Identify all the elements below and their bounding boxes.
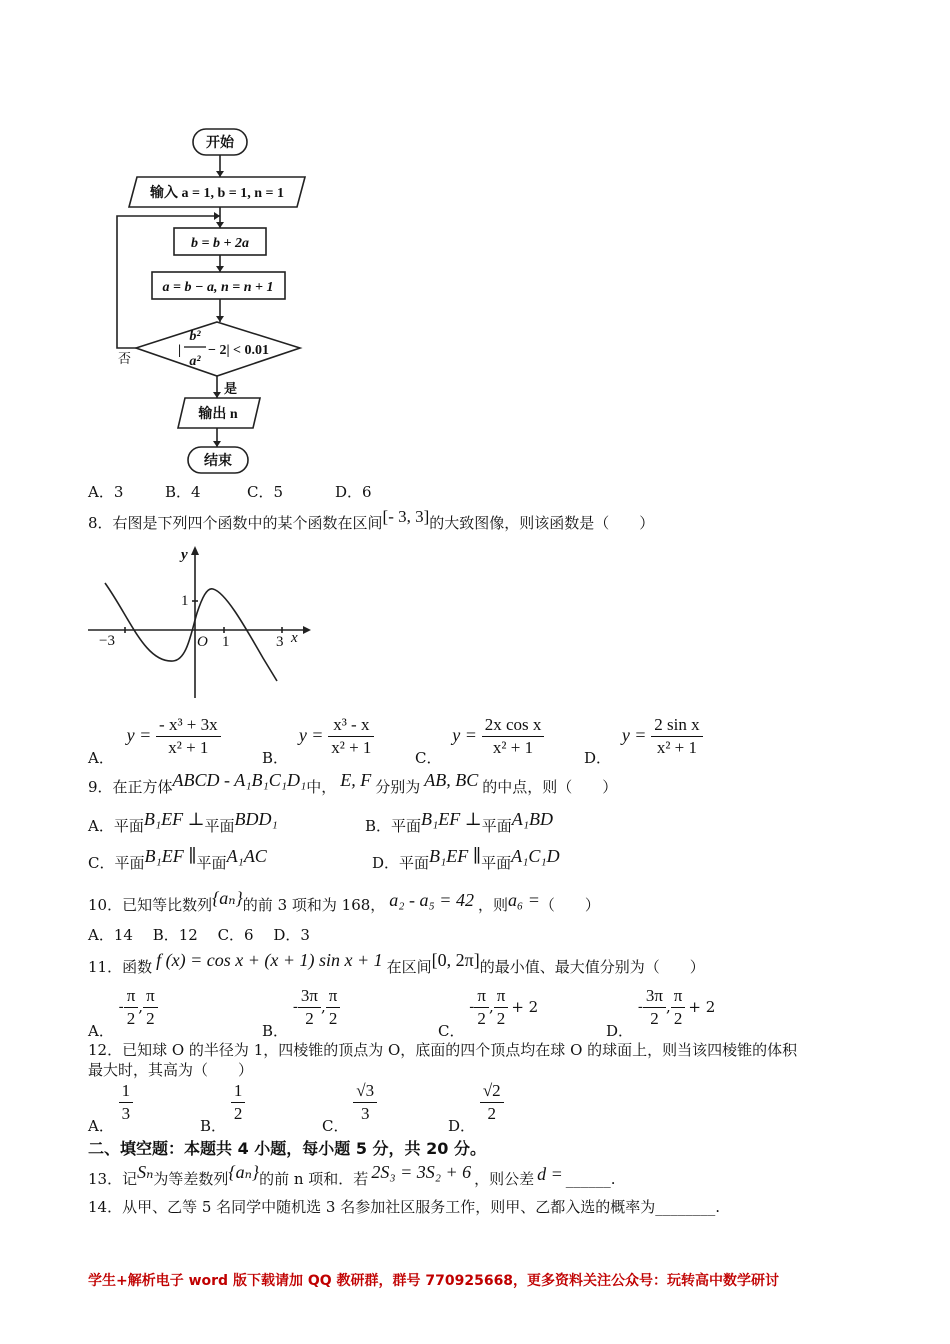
q12-line2: 最大时，其高为（ ） — [88, 1061, 254, 1079]
q8-stem — [88, 507, 655, 533]
q11-option-a: A． - $\frac{\pi}{2}$ , $\frac{\pi}{2}$ — [88, 985, 158, 1030]
q13-stem: 13．记Sₙ为等差数列{aₙ}的前 n 项和．若 2S₃ = 3S₂ + 6 ，则公差 d = ______. — [88, 1162, 616, 1188]
flow-step1: b = b + 2a — [191, 236, 249, 251]
q8-graph — [85, 543, 315, 703]
q7-option-b: B．4 — [165, 483, 201, 501]
flow-step2: a = b − a, n = n + 1 — [162, 280, 274, 295]
q8-interval: [- 3, 3] — [382, 507, 430, 526]
q10-stem: 10．已知等比数列{aₙ}的前 3 项和为 168， a₂ - a₅ = 42 ，则a₆ =（ ） — [88, 888, 600, 914]
q12-line1: 12．已知球 O 的半径为 1，四棱锥的顶点为 O，底面的四个顶点均在球 O 的球面上，则当该四棱锥的体积 — [88, 1041, 798, 1059]
q8-stem-a: 8．右图是下列四个函数中的某个函数在区间 — [88, 514, 383, 532]
q14-text: 14．从甲、乙等 5 名同学中随机选 3 名参加社区服务工作，则甲、乙都入选的概率为________. — [88, 1198, 721, 1216]
q8-option-c: C． y = $\frac{\text{2x cos x}}{\text{x² + 1}}$ — [415, 714, 544, 759]
flow-cond-prefix: | — [178, 343, 182, 358]
flow-start: 开始 — [206, 136, 234, 151]
flow-input: 输入 a = 1, b = 1, n = 1 — [149, 186, 285, 201]
q8-curve — [105, 583, 277, 681]
flow-output: 输出 n — [198, 407, 238, 422]
flow-cond-den: a² — [189, 354, 201, 369]
q13-blank[interactable]: ______. — [565, 1170, 616, 1188]
q8-graph-one-y: 1 — [181, 593, 189, 609]
q9-option-b: B．平面B₁EF ⊥平面A₁BD — [365, 809, 553, 835]
flowchart — [100, 125, 320, 475]
q11-option-d: D． - $\frac{3\pi}{2}$ , $\frac{\pi}{2}$ + 2 — [606, 986, 716, 1040]
flow-cond-suffix: − 2| < 0.01 — [208, 343, 270, 358]
q9-option-d: D．平面B₁EF ∥平面A₁C₁D — [372, 846, 560, 872]
q11-option-b: B． - $\frac{3\pi}{2}$ , $\frac{\pi}{2}$ — [262, 985, 340, 1030]
q11-stem: 11．函数 f (x) = cos x + (x + 1) sin x + 1 在区间[0, 2π]的最小值、最大值分别为（ ） — [88, 950, 705, 976]
flow-end: 结束 — [204, 454, 232, 469]
q12-option-c: C． $\frac{√3}{3}$ — [322, 1080, 377, 1125]
flow-cond-num: b² — [189, 329, 201, 344]
q7-option-c: C．5 — [247, 483, 284, 501]
q11-option-c: C． - $\frac{\pi}{2}$ , $\frac{\pi}{2}$ + 2 — [438, 986, 539, 1040]
q8-option-d: D． y = $\frac{\text{2 sin x}}{\text{x² + 1}}$ — [584, 714, 703, 759]
footer-note: 学生+解析电子 word 版下载请加 QQ 教研群，群号 770925668，更多资料关注公众号：玩转高中数学研讨 — [88, 1273, 780, 1289]
q8-option-b: B． y = $\frac{\text{x³ - x}}{\text{x² + 1}}$ — [262, 714, 374, 759]
q8-graph-x: x — [291, 630, 298, 646]
flow-no-label: 否 — [118, 351, 132, 366]
q7-option-d: D．6 — [335, 483, 372, 501]
section-heading: 二、填空题：本题共 4 小题，每小题 5 分，共 20 分。 — [88, 1139, 486, 1158]
q12-option-d: D． $\frac{√2}{2}$ — [448, 1080, 504, 1125]
q8-option-a: A． y = $\frac{\text{- x³ + 3x}}{\text{x² + 1}}$ — [88, 714, 221, 759]
q9-option-a: A．平面B₁EF ⊥平面BDD₁ — [88, 809, 278, 835]
q12-option-b: B． $\frac{1}{2}$ — [200, 1080, 245, 1125]
q12-option-a: A． $\frac{1}{3}$ — [88, 1080, 133, 1125]
q8-graph-three: 3 — [276, 634, 284, 650]
q10-options: A．14 B．12 C．6 D．3 — [88, 926, 310, 944]
q9-option-c: C．平面B₁EF ∥平面A₁AC — [88, 846, 267, 872]
flow-yes-label: 是 — [224, 381, 238, 396]
q8-graph-origin: O — [197, 634, 208, 650]
q8-graph-neg3: −3 — [99, 633, 115, 649]
q8-graph-y: y — [181, 547, 188, 563]
q7-option-a: A．3 — [88, 483, 124, 501]
q8-stem-b: 的大致图像，则该函数是（ ） — [429, 514, 655, 532]
q8-graph-one-x: 1 — [222, 634, 230, 650]
q9-stem: 9．在正方体ABCD - A₁B₁C₁D₁中， E, F 分别为 AB, BC 的中点，则（ ） — [88, 770, 618, 796]
